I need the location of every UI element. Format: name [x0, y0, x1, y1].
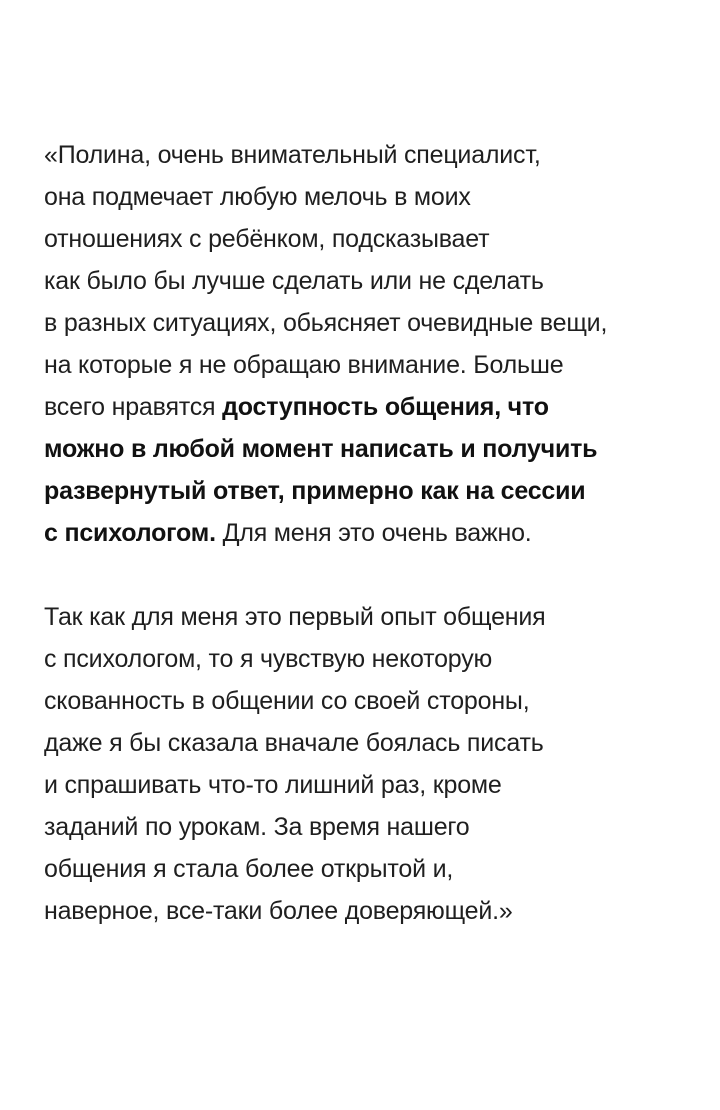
paragraph-1-line-2: она подмечает любую мелочь в моих — [44, 183, 471, 211]
paragraph-1-line-3: отношениях с ребёнком, подсказывает — [44, 225, 490, 253]
highlighted-benefit-text-line-2: можно в любой момент написать и получить — [44, 435, 598, 463]
paragraph-2-line-6: заданий по урокам. За время нашего — [44, 813, 470, 841]
testimonial-paragraph-1 — [44, 134, 704, 554]
testimonial-paragraph-2 — [44, 596, 704, 932]
paragraph-1-line-1: «Полина, очень внимательный специалист, — [44, 141, 541, 169]
paragraph-1-line-7-regular-text: всего нравятся — [44, 393, 223, 421]
paragraph-2-line-5: и спрашивать что-то лишний раз, кроме — [44, 771, 502, 799]
testimonial-text — [44, 134, 704, 932]
paragraph-1-line-5: в разных ситуациях, обьясняет очевидные вещи, — [44, 309, 608, 337]
paragraph-2-line-4: даже я бы сказала вначале боялась писать — [44, 729, 544, 757]
paragraph-2-line-1: Так как для меня это первый опыт общения — [44, 603, 546, 631]
paragraph-1-line-6: на которые я не обращаю внимание. Больше — [44, 351, 564, 379]
paragraph-1-line-10-regular-text: Для меня это очень важно. — [215, 519, 532, 547]
highlighted-benefit-text-end: с психологом. — [44, 519, 216, 547]
highlighted-benefit-text-start: доступность общения, что — [222, 393, 549, 421]
paragraph-2-line-2: с психологом, то я чувствую некоторую — [44, 645, 493, 673]
paragraph-1-line-7 — [44, 386, 704, 428]
paragraph-1-line-4: как было бы лучше сделать или не сделать — [44, 267, 544, 295]
paragraph-2-line-8: наверное, все-таки более доверяющей.» — [44, 897, 513, 925]
paragraph-2-line-3: скованность в общении со своей стороны, — [44, 687, 530, 715]
paragraph-1-line-10 — [44, 512, 704, 554]
highlighted-benefit-text-line-3: развернутый ответ, примерно как на сессии — [44, 477, 586, 505]
paragraph-2-line-7: общения я стала более открытой и, — [44, 855, 454, 883]
